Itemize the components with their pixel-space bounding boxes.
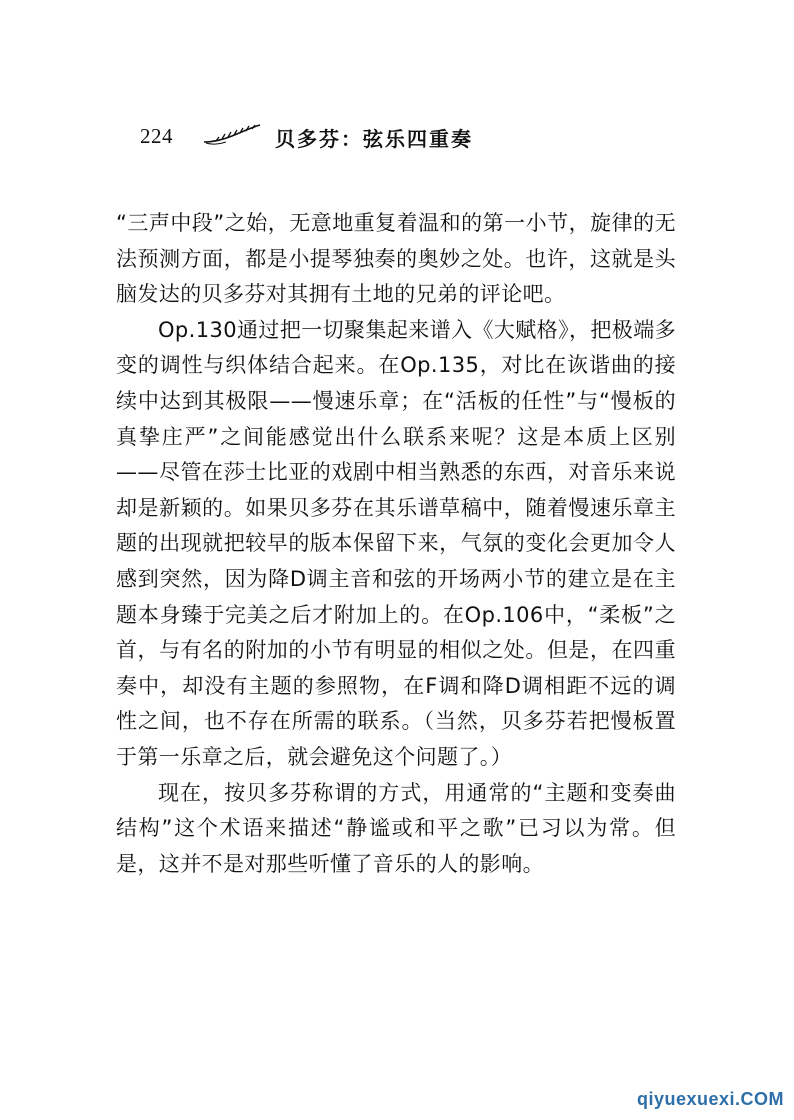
page-number: 224 bbox=[140, 124, 173, 148]
body-text bbox=[116, 206, 676, 882]
paragraph-2: Op.130通过把一切聚集起来谱入《大赋格》，把极端多变的调性与织体结合起来。在Op.135，对比在诙谐曲的接续中达到其极限——慢速乐章；在“活板的任性”与“慢板的真挚庄严”之间能感觉出什么联系来呢？这是本质上区别——尽管在莎士比亚的戏剧中相当熟悉的东西，对音乐来说却是新颖的。如果贝多芬在其乐谱草稿中，随着慢速乐章主题的出现就把较早的版本保留下来，气氛的变化会更加令人感到突然，因为降D调主音和弦的开场两小节的建立是在主题本身臻于完美之后才附加上的。在Op.106中，“柔板”之首，与有名的附加的小节有明显的相似之处。但是，在四重奏中，却没有主题的参照物，在F调和降D调相距不远的调性之间，也不存在所需的联系。（当然，贝多芬若把慢板置于第一乐章之后，就会避免这个问题了。） bbox=[116, 317, 676, 769]
site-watermark: qiyuexuexi.COM bbox=[636, 1089, 784, 1109]
page-header bbox=[140, 120, 600, 156]
flourish-icon bbox=[202, 122, 262, 148]
paragraph-1: “三声中段”之始，无意地重复着温和的第一小节，旋律的无法预测方面，都是小提琴独奏的奥妙之处。也许，这就是头脑发达的贝多芬对其拥有土地的兄弟的评论吧。 bbox=[116, 211, 676, 307]
paragraph-3: 现在，按贝多芬称谓的方式，用通常的“主题和变奏曲结构”这个术语来描述“静谧或和平之歌”已习以为常。但是，这并不是对那些听懂了音乐的人的影响。 bbox=[116, 780, 676, 876]
running-title: 贝多芬：弦乐四重奏 bbox=[275, 127, 473, 151]
